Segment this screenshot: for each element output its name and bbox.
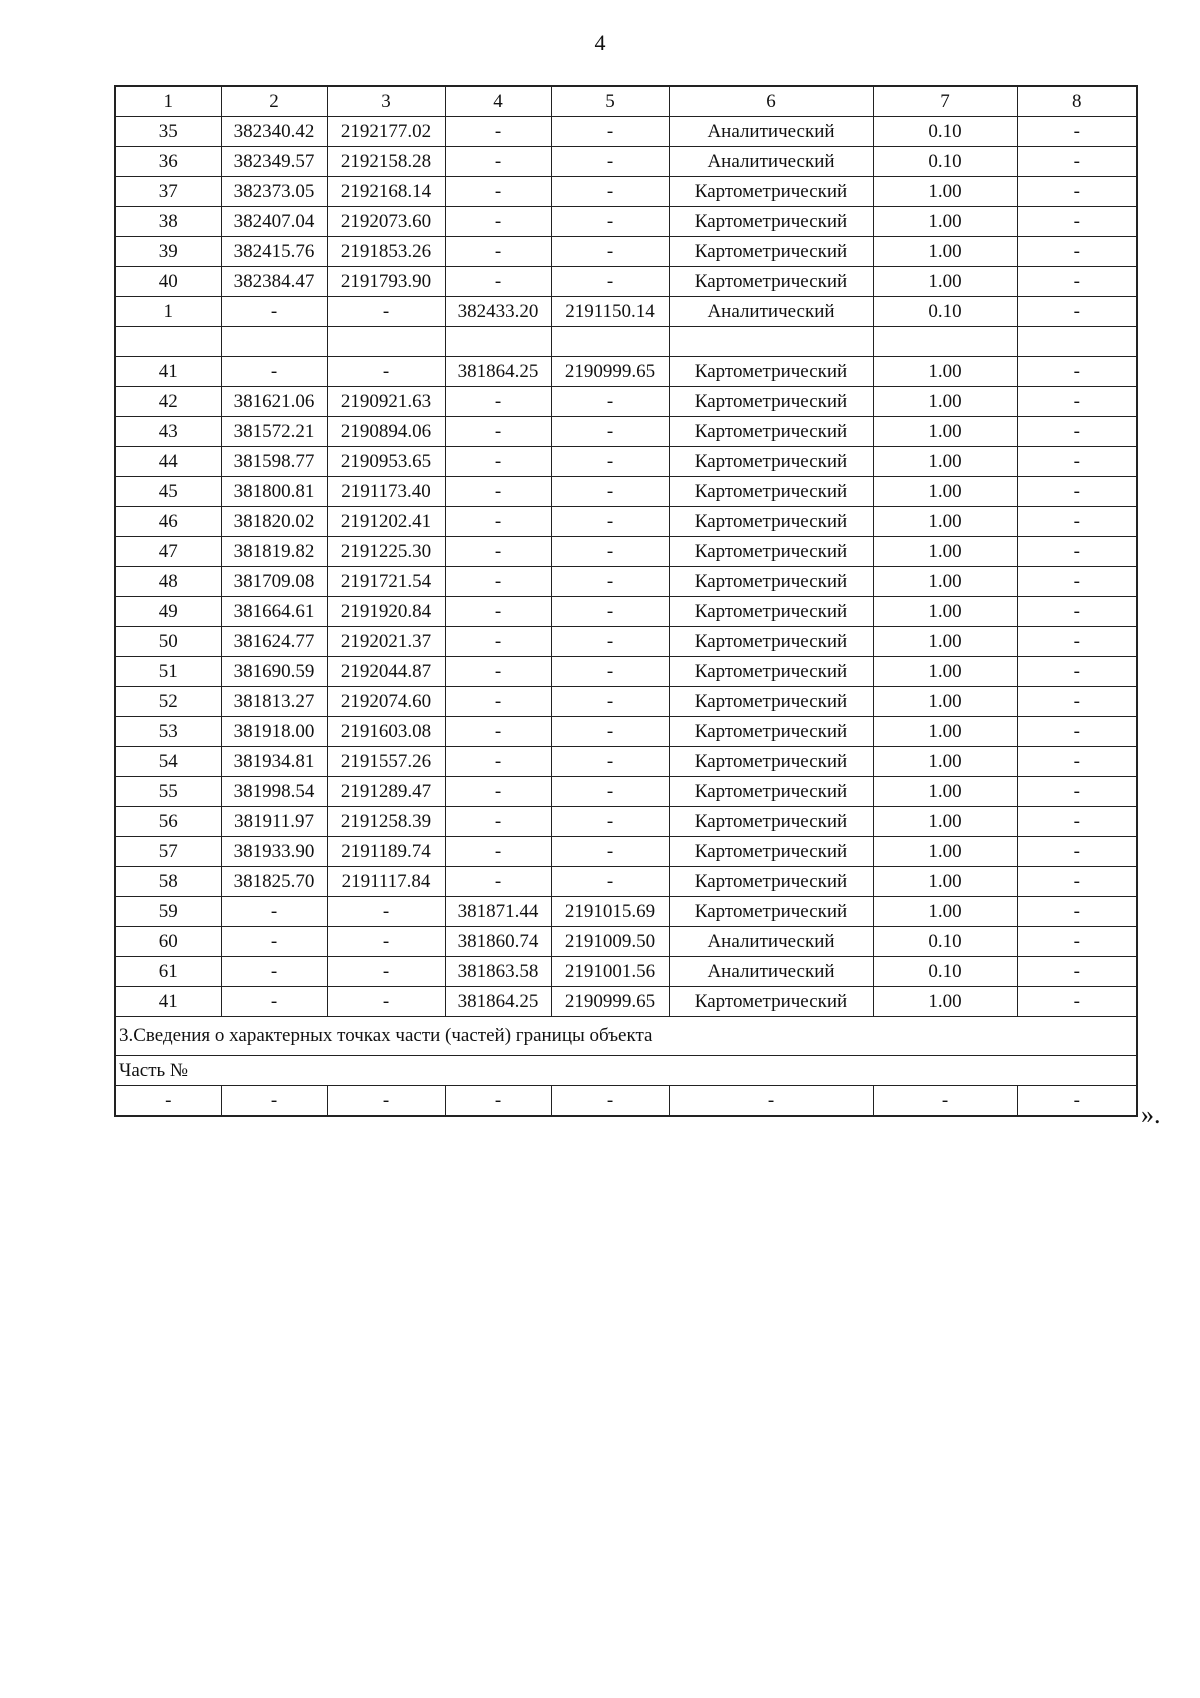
cell-col-5: - — [551, 507, 669, 537]
cell-col-2: 382340.42 — [221, 117, 327, 147]
cell-col-4: 381863.58 — [445, 957, 551, 987]
cell-col-7: 0.10 — [873, 117, 1017, 147]
cell-col-7: 1.00 — [873, 417, 1017, 447]
table-row — [115, 507, 1137, 537]
cell-col-4: - — [445, 477, 551, 507]
cell-col-2: 382373.05 — [221, 177, 327, 207]
cell-col-6: Аналитический — [669, 147, 873, 177]
cell-col-1: 54 — [115, 747, 221, 777]
cell-col-4: 381864.25 — [445, 357, 551, 387]
cell-col-5: - — [551, 837, 669, 867]
cell-col-2: 381709.08 — [221, 567, 327, 597]
cell-col-8: - — [1017, 147, 1137, 177]
cell-col-7: 1.00 — [873, 747, 1017, 777]
cell-col-3: 2192074.60 — [327, 687, 445, 717]
cell-col-7: 1.00 — [873, 567, 1017, 597]
cell-col-7 — [873, 327, 1017, 357]
cell-col-7: 0.10 — [873, 927, 1017, 957]
cell-col-4: - — [445, 537, 551, 567]
cell-col-6: Картометрический — [669, 987, 873, 1017]
cell-col-6: Картометрический — [669, 807, 873, 837]
cell-col-1: 1 — [115, 86, 221, 117]
section-title: 3.Сведения о характерных точках части (частей) границы объекта — [115, 1017, 1137, 1056]
cell-col-8: - — [1017, 207, 1137, 237]
cell-col-2: 2 — [221, 86, 327, 117]
cell-col-2: 381800.81 — [221, 477, 327, 507]
cell-col-8: - — [1017, 837, 1137, 867]
cell-col-7: 1.00 — [873, 987, 1017, 1017]
cell-col-6: Аналитический — [669, 957, 873, 987]
cell-col-1: 59 — [115, 897, 221, 927]
cell-col-2: 382407.04 — [221, 207, 327, 237]
cell-col-2: - — [221, 897, 327, 927]
cell-col-4: - — [445, 807, 551, 837]
table-row — [115, 327, 1137, 357]
cell-col-4: - — [445, 627, 551, 657]
cell-col-7: 1.00 — [873, 477, 1017, 507]
cell-col-4 — [445, 327, 551, 357]
cell-col-8: - — [1017, 537, 1137, 567]
cell-col-8: - — [1017, 447, 1137, 477]
cell-col-7: 1.00 — [873, 357, 1017, 387]
cell-col-8: - — [1017, 687, 1137, 717]
cell-col-1: 44 — [115, 447, 221, 477]
cell-col-6: Аналитический — [669, 927, 873, 957]
cell-col-2: - — [221, 1086, 327, 1117]
cell-col-3: 2191258.39 — [327, 807, 445, 837]
table-body — [115, 86, 1137, 1116]
cell-col-3: 2190921.63 — [327, 387, 445, 417]
cell-col-1: 49 — [115, 597, 221, 627]
cell-col-1: 55 — [115, 777, 221, 807]
cell-col-1: 42 — [115, 387, 221, 417]
cell-col-3: 2192177.02 — [327, 117, 445, 147]
table-row — [115, 717, 1137, 747]
cell-col-8: - — [1017, 717, 1137, 747]
cell-col-7: 1.00 — [873, 717, 1017, 747]
table-row — [115, 417, 1137, 447]
cell-col-6: Картометрический — [669, 507, 873, 537]
cell-col-3: 2191920.84 — [327, 597, 445, 627]
cell-col-4: - — [445, 717, 551, 747]
cell-col-3: 2191603.08 — [327, 717, 445, 747]
cell-col-7: 1.00 — [873, 447, 1017, 477]
cell-col-1: 40 — [115, 267, 221, 297]
page-number: 4 — [594, 30, 606, 55]
cell-col-7: 1.00 — [873, 387, 1017, 417]
cell-col-6: Картометрический — [669, 657, 873, 687]
cell-col-3: 2191117.84 — [327, 867, 445, 897]
cell-col-1: 60 — [115, 927, 221, 957]
cell-col-8: - — [1017, 417, 1137, 447]
cell-col-8: - — [1017, 477, 1137, 507]
cell-col-6: Картометрический — [669, 837, 873, 867]
cell-col-7: 1.00 — [873, 897, 1017, 927]
cell-col-1: 51 — [115, 657, 221, 687]
cell-col-3: 2191289.47 — [327, 777, 445, 807]
cell-col-2: 382415.76 — [221, 237, 327, 267]
cell-col-5: 2190999.65 — [551, 357, 669, 387]
cell-col-5: - — [551, 567, 669, 597]
cell-col-8: - — [1017, 897, 1137, 927]
cell-col-2: 381598.77 — [221, 447, 327, 477]
cell-col-1: - — [115, 1086, 221, 1117]
cell-col-5: - — [551, 657, 669, 687]
cell-col-7: 1.00 — [873, 537, 1017, 567]
cell-col-3: 2191557.26 — [327, 747, 445, 777]
cell-col-2: - — [221, 957, 327, 987]
cell-col-4: 382433.20 — [445, 297, 551, 327]
cell-col-8: - — [1017, 237, 1137, 267]
cell-col-5: - — [551, 807, 669, 837]
cell-col-8 — [1017, 327, 1137, 357]
cell-col-8: - — [1017, 957, 1137, 987]
cell-col-6: Картометрический — [669, 357, 873, 387]
cell-col-3: 2191793.90 — [327, 267, 445, 297]
cell-col-1: 45 — [115, 477, 221, 507]
boundary-points-table — [114, 85, 1138, 1117]
table-row — [115, 747, 1137, 777]
cell-col-1: 58 — [115, 867, 221, 897]
cell-col-4: - — [445, 387, 551, 417]
cell-col-8: - — [1017, 927, 1137, 957]
cell-col-7: 1.00 — [873, 657, 1017, 687]
cell-col-6: - — [669, 1086, 873, 1117]
table-row — [115, 597, 1137, 627]
cell-col-1: 39 — [115, 237, 221, 267]
table-row — [115, 777, 1137, 807]
cell-col-5: - — [551, 147, 669, 177]
cell-col-7: 1.00 — [873, 177, 1017, 207]
cell-col-7: 1.00 — [873, 837, 1017, 867]
cell-col-4: - — [445, 657, 551, 687]
table-row — [115, 447, 1137, 477]
cell-col-7: 1.00 — [873, 627, 1017, 657]
cell-col-2: 382384.47 — [221, 267, 327, 297]
cell-col-8: - — [1017, 567, 1137, 597]
cell-col-6: Картометрический — [669, 897, 873, 927]
cell-col-5: - — [551, 417, 669, 447]
cell-col-6: Картометрический — [669, 777, 873, 807]
cell-col-7: 1.00 — [873, 597, 1017, 627]
cell-col-8: - — [1017, 657, 1137, 687]
cell-col-8: - — [1017, 627, 1137, 657]
cell-col-7: 1.00 — [873, 507, 1017, 537]
cell-col-5: 2191150.14 — [551, 297, 669, 327]
cell-col-3: 2191202.41 — [327, 507, 445, 537]
cell-col-2: - — [221, 357, 327, 387]
cell-col-2: 381621.06 — [221, 387, 327, 417]
cell-col-8: - — [1017, 297, 1137, 327]
table-row — [115, 267, 1137, 297]
cell-col-3: 2190953.65 — [327, 447, 445, 477]
cell-col-5: - — [551, 1086, 669, 1117]
part-label-row — [115, 1056, 1137, 1086]
cell-col-4: - — [445, 417, 551, 447]
cell-col-1: 53 — [115, 717, 221, 747]
cell-col-4: 381860.74 — [445, 927, 551, 957]
cell-col-6: Картометрический — [669, 747, 873, 777]
cell-col-3: 2192168.14 — [327, 177, 445, 207]
cell-col-5: - — [551, 627, 669, 657]
cell-col-1: 37 — [115, 177, 221, 207]
cell-col-2: - — [221, 927, 327, 957]
cell-col-6: Картометрический — [669, 597, 873, 627]
cell-col-1: 56 — [115, 807, 221, 837]
header-row — [115, 86, 1137, 117]
table-row — [115, 987, 1137, 1017]
cell-col-8: - — [1017, 177, 1137, 207]
cell-col-5: - — [551, 477, 669, 507]
cell-col-4: - — [445, 1086, 551, 1117]
cell-col-2: - — [221, 987, 327, 1017]
cell-col-3: 2191189.74 — [327, 837, 445, 867]
cell-col-3: 2191853.26 — [327, 237, 445, 267]
cell-col-1: 47 — [115, 537, 221, 567]
cell-col-4: - — [445, 447, 551, 477]
cell-col-3: 2192021.37 — [327, 627, 445, 657]
cell-col-2: 381933.90 — [221, 837, 327, 867]
cell-col-7: 1.00 — [873, 807, 1017, 837]
cell-col-2: 381664.61 — [221, 597, 327, 627]
cell-col-7: 1.00 — [873, 687, 1017, 717]
cell-col-3: 2191721.54 — [327, 567, 445, 597]
table-row — [115, 927, 1137, 957]
table-row — [115, 117, 1137, 147]
cell-col-8: - — [1017, 387, 1137, 417]
cell-col-7: 0.10 — [873, 147, 1017, 177]
table-row — [115, 897, 1137, 927]
cell-col-4: - — [445, 567, 551, 597]
cell-col-3: - — [327, 1086, 445, 1117]
table-row — [115, 567, 1137, 597]
cell-col-4: 381864.25 — [445, 987, 551, 1017]
cell-col-2: 381690.59 — [221, 657, 327, 687]
cell-col-6: Картометрический — [669, 447, 873, 477]
cell-col-6: Аналитический — [669, 117, 873, 147]
cell-col-6: Картометрический — [669, 267, 873, 297]
section-title-row — [115, 1017, 1137, 1056]
cell-col-6: Картометрический — [669, 207, 873, 237]
cell-col-2: - — [221, 297, 327, 327]
cell-col-7: 1.00 — [873, 237, 1017, 267]
cell-col-5: - — [551, 687, 669, 717]
cell-col-1: 41 — [115, 357, 221, 387]
cell-col-2: 381825.70 — [221, 867, 327, 897]
cell-col-3 — [327, 327, 445, 357]
cell-col-2: 382349.57 — [221, 147, 327, 177]
cell-col-5: - — [551, 747, 669, 777]
cell-col-6: Картометрический — [669, 387, 873, 417]
cell-col-8: - — [1017, 507, 1137, 537]
cell-col-2: 381998.54 — [221, 777, 327, 807]
cell-col-4: 381871.44 — [445, 897, 551, 927]
cell-col-2: 381934.81 — [221, 747, 327, 777]
cell-col-6: Картометрический — [669, 177, 873, 207]
cell-col-6: Аналитический — [669, 297, 873, 327]
cell-col-4: - — [445, 837, 551, 867]
cell-col-4: - — [445, 507, 551, 537]
cell-col-4: - — [445, 597, 551, 627]
cell-col-3: - — [327, 357, 445, 387]
cell-col-8: - — [1017, 597, 1137, 627]
cell-col-8: - — [1017, 1086, 1137, 1117]
table-row — [115, 957, 1137, 987]
cell-col-6: Картометрический — [669, 717, 873, 747]
cell-col-7: 0.10 — [873, 957, 1017, 987]
cell-col-2: 381624.77 — [221, 627, 327, 657]
table-row — [115, 837, 1137, 867]
cell-col-1: 41 — [115, 987, 221, 1017]
cell-col-3: - — [327, 957, 445, 987]
table-row — [115, 177, 1137, 207]
cell-col-4: - — [445, 867, 551, 897]
cell-col-7: 1.00 — [873, 867, 1017, 897]
table-row — [115, 207, 1137, 237]
cell-col-5: - — [551, 717, 669, 747]
cell-col-4: - — [445, 117, 551, 147]
cell-col-3: 2191225.30 — [327, 537, 445, 567]
cell-col-2: 381813.27 — [221, 687, 327, 717]
cell-col-8: 8 — [1017, 86, 1137, 117]
cell-col-1: 46 — [115, 507, 221, 537]
cell-col-6: Картометрический — [669, 237, 873, 267]
cell-col-6: Картометрический — [669, 537, 873, 567]
cell-col-7: 7 — [873, 86, 1017, 117]
cell-col-5: - — [551, 777, 669, 807]
cell-col-7: - — [873, 1086, 1017, 1117]
table-row — [115, 867, 1137, 897]
cell-col-5: - — [551, 117, 669, 147]
cell-col-8: - — [1017, 807, 1137, 837]
cell-col-4: - — [445, 177, 551, 207]
cell-col-2 — [221, 327, 327, 357]
cell-col-1: 36 — [115, 147, 221, 177]
cell-col-6: Картометрический — [669, 687, 873, 717]
cell-col-4: - — [445, 207, 551, 237]
cell-col-6: Картометрический — [669, 627, 873, 657]
table-row — [115, 687, 1137, 717]
table-row — [115, 237, 1137, 267]
cell-col-4: - — [445, 777, 551, 807]
table-row — [115, 537, 1137, 567]
last-row — [115, 1086, 1137, 1117]
cell-col-3: 2191173.40 — [327, 477, 445, 507]
cell-col-5 — [551, 327, 669, 357]
cell-col-8: - — [1017, 357, 1137, 387]
cell-col-7: 1.00 — [873, 777, 1017, 807]
cell-col-5: - — [551, 207, 669, 237]
cell-col-6: Картометрический — [669, 477, 873, 507]
cell-col-5: - — [551, 267, 669, 297]
cell-col-3: - — [327, 927, 445, 957]
cell-col-2: 381819.82 — [221, 537, 327, 567]
cell-col-5: 2191015.69 — [551, 897, 669, 927]
cell-col-1: 1 — [115, 297, 221, 327]
cell-col-3: 2190894.06 — [327, 417, 445, 447]
cell-col-5: - — [551, 177, 669, 207]
cell-col-5: 5 — [551, 86, 669, 117]
closing-quote: ». — [1141, 1100, 1161, 1129]
cell-col-1: 61 — [115, 957, 221, 987]
cell-col-7: 1.00 — [873, 267, 1017, 297]
cell-col-1: 52 — [115, 687, 221, 717]
cell-col-2: 381820.02 — [221, 507, 327, 537]
cell-col-3: 2192158.28 — [327, 147, 445, 177]
cell-col-5: 2191009.50 — [551, 927, 669, 957]
cell-col-4: - — [445, 147, 551, 177]
table-row — [115, 477, 1137, 507]
cell-col-3: - — [327, 897, 445, 927]
cell-col-2: 381911.97 — [221, 807, 327, 837]
cell-col-1: 57 — [115, 837, 221, 867]
cell-col-4: - — [445, 747, 551, 777]
cell-col-8: - — [1017, 777, 1137, 807]
cell-col-6: Картометрический — [669, 867, 873, 897]
cell-col-8: - — [1017, 747, 1137, 777]
cell-col-8: - — [1017, 117, 1137, 147]
cell-col-5: - — [551, 237, 669, 267]
cell-col-3: - — [327, 987, 445, 1017]
cell-col-3: - — [327, 297, 445, 327]
cell-col-5: 2191001.56 — [551, 957, 669, 987]
cell-col-6: Картометрический — [669, 417, 873, 447]
table-row — [115, 297, 1137, 327]
cell-col-8: - — [1017, 987, 1137, 1017]
cell-col-8: - — [1017, 867, 1137, 897]
table-row — [115, 657, 1137, 687]
cell-col-7: 0.10 — [873, 297, 1017, 327]
cell-col-6 — [669, 327, 873, 357]
cell-col-2: 381918.00 — [221, 717, 327, 747]
table-row — [115, 807, 1137, 837]
table-row — [115, 357, 1137, 387]
cell-col-2: 381572.21 — [221, 417, 327, 447]
cell-col-5: 2190999.65 — [551, 987, 669, 1017]
part-label: Часть № — [115, 1056, 1137, 1086]
cell-col-1: 38 — [115, 207, 221, 237]
cell-col-6: Картометрический — [669, 567, 873, 597]
cell-col-4: - — [445, 237, 551, 267]
cell-col-5: - — [551, 447, 669, 477]
cell-col-5: - — [551, 537, 669, 567]
table-row — [115, 387, 1137, 417]
cell-col-7: 1.00 — [873, 207, 1017, 237]
table-row — [115, 147, 1137, 177]
cell-col-4: 4 — [445, 86, 551, 117]
cell-col-5: - — [551, 387, 669, 417]
cell-col-5: - — [551, 597, 669, 627]
cell-col-1: 43 — [115, 417, 221, 447]
cell-col-1: 50 — [115, 627, 221, 657]
cell-col-5: - — [551, 867, 669, 897]
cell-col-1: 48 — [115, 567, 221, 597]
cell-col-4: - — [445, 687, 551, 717]
cell-col-6: 6 — [669, 86, 873, 117]
cell-col-3: 3 — [327, 86, 445, 117]
cell-col-3: 2192044.87 — [327, 657, 445, 687]
cell-col-1 — [115, 327, 221, 357]
cell-col-8: - — [1017, 267, 1137, 297]
table-row — [115, 627, 1137, 657]
cell-col-1: 35 — [115, 117, 221, 147]
cell-col-3: 2192073.60 — [327, 207, 445, 237]
cell-col-4: - — [445, 267, 551, 297]
